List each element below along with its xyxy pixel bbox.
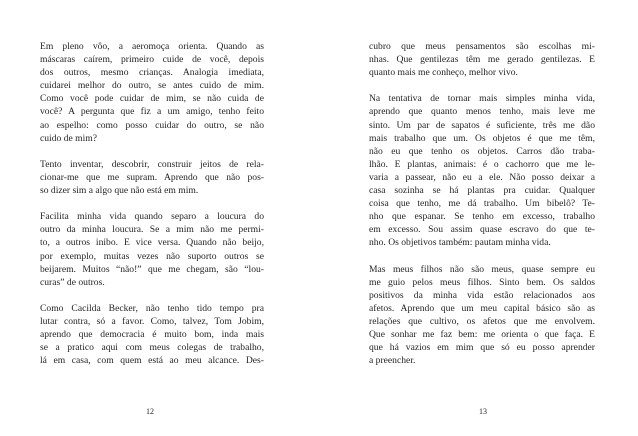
text-line: to, a outros inibo. E vice versa. Quando não beijo,: [40, 237, 264, 249]
text-line: máscaras caírem, primeiro cuide de você, depois: [40, 54, 264, 66]
text-line: coisa que tenho, me dá trabalho. Um bibelô? Te-: [369, 198, 595, 210]
text-line: lhão. E plantas, animais: é o cachorro que me le-: [369, 158, 595, 170]
text-line: cubro que meus pensamentos são escolhas mi-: [369, 41, 595, 52]
text-line: Como você pode cuidar de mim, se não cuida de: [40, 93, 264, 105]
text-line: casa sozinha se há plantas pra cuidar. Qualquer: [369, 185, 595, 197]
text-line: lá em casa, com quem está ao meu alcance. Des-: [40, 355, 264, 367]
text-line: Como Cacilda Becker, não tenho tido tempo pra: [40, 302, 264, 314]
text-line: mais trabalho que um. Os objetos é que me têm,: [369, 132, 595, 144]
text-line: cionar-me que me supram. Aprendo que não pos-: [40, 171, 264, 183]
text-line: aprendo que democracia é muito bom, inda mais: [40, 329, 264, 341]
page-number-left: 12: [146, 407, 154, 416]
text-line: varia a passear, não eu a ele. Não posso deixar a: [369, 171, 595, 183]
text-line: em excesso. Sou assim quase escravo do que te-: [369, 224, 595, 236]
text-line: nhas. Que gentilezas têm me gerado gentilezas. E: [369, 54, 595, 66]
text-line: a preencher.: [369, 355, 416, 367]
text-line: cuidarei melhor do outro, se antes cuido de mim.: [40, 80, 264, 92]
paragraph-gap: [40, 289, 264, 302]
text-line: outro da minha loucura. Se a mim não me permi-: [40, 224, 264, 236]
text-line: curas” de outros.: [40, 276, 105, 288]
page-number-right: 13: [479, 407, 487, 416]
text-line: sinto. Um par de sapatos é suficiente, três me dão: [369, 119, 595, 131]
text-line: aprendo que quanto menos tenho, mais leve me: [369, 106, 595, 118]
paragraph-gap: [40, 197, 264, 210]
paragraph-gap: [369, 79, 595, 92]
text-line: so dizer sim a algo que não está em mim.: [40, 185, 199, 197]
text-line: beijarem. Muitos “não!” que me chegam, são “lou-: [40, 263, 264, 275]
text-line: Em pleno vôo, a aeromoça orienta. Quando as: [40, 41, 264, 52]
text-line: Facilita minha vida quando separo a loucura do: [40, 211, 264, 223]
text-line: quanto mais me conheço, melhor vivo.: [369, 67, 518, 79]
text-line: relações que cultivo, os afetos que me envolvem.: [369, 315, 595, 327]
text-line: se a pratico aqui com meus colegas de trabalho,: [40, 342, 264, 354]
right-page-text: [369, 40, 595, 367]
left-page-text: [40, 40, 264, 367]
text-line: Que sonhar me faz bem: me orienta o que faça. E: [369, 329, 595, 341]
text-line: por exemplo, muitas vezes não suporto outros se: [40, 250, 264, 262]
text-line: nho que espanar. Se tenho em excesso, trabalho: [369, 211, 595, 223]
text-line: que há vazios em mim que só eu posso aprender: [369, 342, 595, 354]
text-line: afetos. Aprendo que um meu capital básico são as: [369, 302, 595, 314]
text-line: Mas meus filhos não são meus, quase sempre eu: [369, 263, 595, 275]
text-line: lutar contra, só a favor. Como, talvez, Tom Jobim,: [40, 315, 264, 327]
text-line: positivos da minha vida estão relacionados aos: [369, 289, 595, 301]
text-line: dos outros, mesmo crianças. Analogia imediata,: [40, 67, 264, 79]
paragraph-gap: [369, 250, 595, 263]
text-line: você? A pergunta que fiz a um amigo, tenho feito: [40, 106, 264, 118]
text-line: Na tentativa de tornar mais simples minha vida,: [369, 93, 595, 105]
text-line: ao espelho: como posso cuidar do outro, se não: [40, 119, 264, 131]
paragraph-gap: [40, 145, 264, 158]
right-page: [319, 0, 638, 436]
text-line: me guio pelos meus filhos. Sinto bem. Os saldos: [369, 276, 595, 288]
text-line: cuido de mim?: [40, 132, 98, 144]
text-line: nho. Os objetivos também: pautam minha vida.: [369, 237, 551, 249]
text-line: Tento inventar, descobrir, construir jeitos de rela-: [40, 158, 264, 170]
text-line: não eu que tenho os objetos. Carros dão traba-: [369, 145, 595, 157]
